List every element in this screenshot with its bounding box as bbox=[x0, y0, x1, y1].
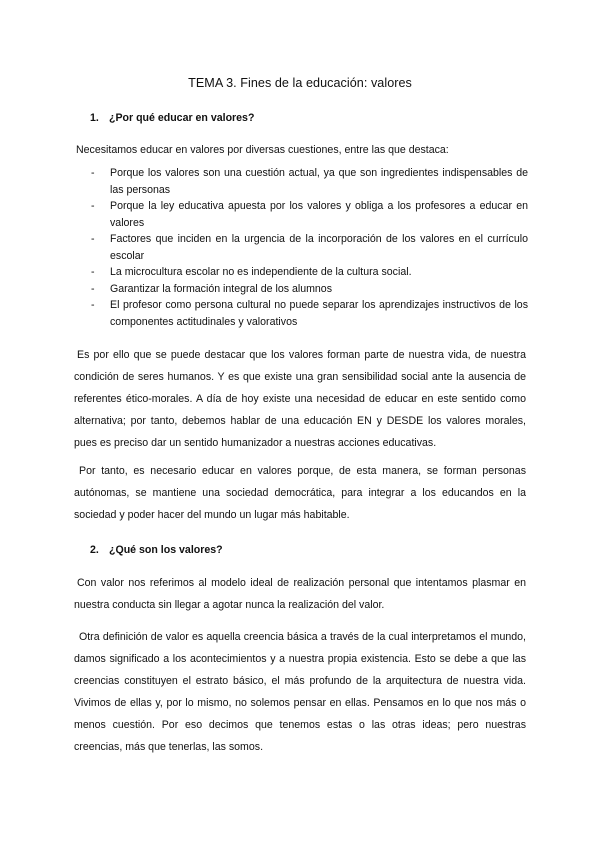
bullet-text: La microcultura escolar no es independiente de la cultura social. bbox=[110, 266, 412, 278]
section-1-intro: Necesitamos educar en valores por diversas cuestiones, entre las que destaca: bbox=[76, 144, 449, 156]
section-1-paragraph-1: Es por ello que se puede destacar que los valores forman parte de nuestra vida, de nuestra condición de seres humanos. Y es que existe una gran sensibilidad social ante la ausencia de referentes ético-morales. A día de hoy existe una necesidad de educar en este sentido como alternativa; por tanto, debemos hablar de una educación EN y DESDE los valores morales, pues es preciso dar un sentido humanizador a nuestras acciones educativas. bbox=[74, 349, 526, 449]
bullet-item bbox=[91, 231, 528, 264]
bullet-dash: - bbox=[91, 167, 95, 179]
bullet-text: Factores que inciden en la urgencia de la incorporación de los valores en el currículo escolar bbox=[110, 233, 528, 262]
bullet-dash: - bbox=[91, 200, 95, 212]
bullet-dash: - bbox=[91, 266, 95, 278]
section-2-paragraph-1: Con valor nos referimos al modelo ideal de realización personal que intentamos plasmar en nuestra conducta sin llegar a agotar nunca la realización del valor. bbox=[74, 577, 526, 611]
bullet-item bbox=[91, 281, 528, 298]
bullet-text: Garantizar la formación integral de los alumnos bbox=[110, 282, 332, 295]
bullet-text: El profesor como persona cultural no puede separar los aprendizajes instructivos de los componentes actitudinales y valorativos bbox=[110, 299, 528, 328]
bullet-item bbox=[91, 198, 528, 231]
section-1-heading-text: ¿Por qué educar en valores? bbox=[109, 112, 255, 124]
section-2-heading-text: ¿Qué son los valores? bbox=[109, 544, 223, 556]
bullet-item bbox=[91, 165, 528, 198]
section-1-bullet-list bbox=[91, 165, 528, 330]
section-2-number: 2. bbox=[90, 544, 99, 556]
bullet-dash: - bbox=[91, 299, 95, 311]
bullet-text: Porque los valores son una cuestión actual, ya que son ingredientes indispensables de las personas bbox=[110, 167, 528, 196]
section-1-paragraph-2: Por tanto, es necesario educar en valores porque, de esta manera, se forman personas autónomas, se mantiene una sociedad democrática, para integrar a los educandos en la sociedad y poder hacer del mundo un lugar más habitable. bbox=[74, 465, 526, 521]
section-2-paragraph-2: Otra definición de valor es aquella creencia básica a través de la cual interpretamos el mundo, damos significado a los acontecimientos y a nuestra propia existencia. Esto se debe a que las creencias constituyen el estrato básico, el más profundo de la arquitectura de nuestra vida. Vivimos de ellas y, por lo mismo, no solemos pensar en ellas. Pensamos en lo que nos más o menos cuestión. Por eso decimos que tenemos estas o las otras ideas; pero nuestras creencias, más que tenerlas, las somos. bbox=[74, 631, 526, 753]
bullet-dash: - bbox=[91, 233, 95, 245]
bullet-item bbox=[91, 297, 528, 330]
section-1-number: 1. bbox=[90, 112, 99, 124]
section-2-heading bbox=[90, 543, 223, 557]
page-title: TEMA 3. Fines de la educación: valores bbox=[188, 76, 412, 90]
bullet-dash: - bbox=[91, 282, 95, 295]
section-1-heading bbox=[90, 111, 254, 125]
bullet-text: Porque la ley educativa apuesta por los valores y obliga a los profesores a educar en valores bbox=[110, 200, 528, 229]
bullet-item bbox=[91, 264, 528, 281]
